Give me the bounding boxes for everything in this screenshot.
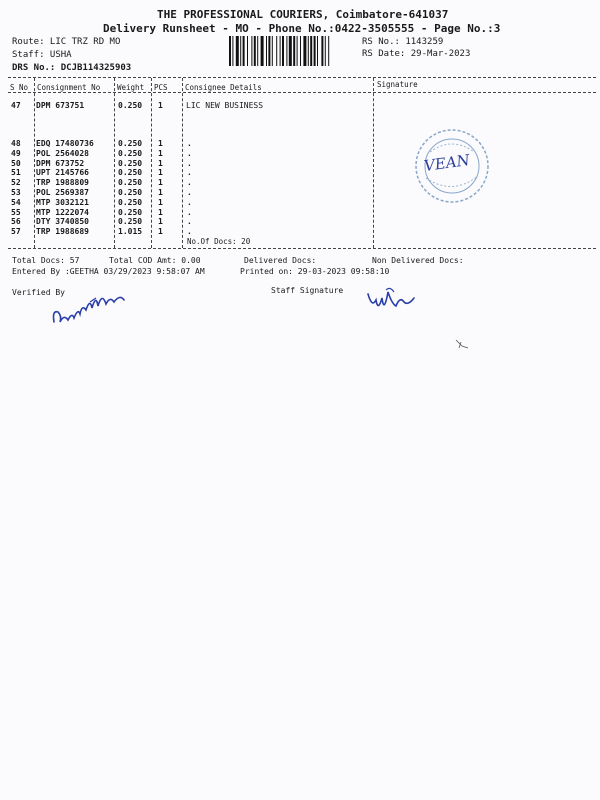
cell-weight: 0.250 <box>118 178 143 188</box>
cell-sno: 57 <box>11 227 21 237</box>
cell-consignment: DPM 673751 <box>36 101 85 110</box>
top-divider <box>8 77 596 78</box>
barcode-bar <box>251 36 252 66</box>
cell-consignment: DPM 673752 <box>36 158 85 168</box>
barcode-bar <box>257 36 258 66</box>
postal-stamp <box>412 126 492 206</box>
cell-weight: 0.250 <box>118 188 143 197</box>
barcode-bar <box>276 36 277 66</box>
table-row <box>0 139 600 149</box>
barcode-bar <box>308 36 309 66</box>
cell-weight: 0.250 <box>118 217 143 227</box>
cell-sno: 48 <box>11 139 21 148</box>
cell-pcs: 1 <box>158 178 163 188</box>
cell-consignment: EDQ 17480736 <box>36 139 94 148</box>
barcode-bar <box>229 36 231 66</box>
column-header-consignee: Consignee Details <box>185 83 262 92</box>
cell-pcs: 1 <box>158 188 163 197</box>
cell-sno: 47 <box>11 101 21 110</box>
cell-consignee: . <box>187 217 192 227</box>
route-label: Route: LIC TRZ RD MO <box>12 37 121 47</box>
barcode-bar <box>314 36 316 66</box>
cell-consignment: MTP 3032121 <box>36 197 89 207</box>
company-title: THE PROFESSIONAL COURIERS, Coimbatore-641037 <box>157 8 449 21</box>
cell-weight: 0.250 <box>118 207 143 217</box>
cell-sno: 56 <box>11 217 21 227</box>
column-header-signature: Signature <box>377 80 418 89</box>
column-header-consignment: Consignment No <box>37 83 101 92</box>
non-delivered-docs: Non Delivered Docs: <box>372 256 464 265</box>
barcode-bar <box>297 36 298 66</box>
barcode-bar <box>328 36 329 66</box>
cell-weight: 0.250 <box>118 139 143 148</box>
cell-pcs: 1 <box>158 197 163 207</box>
cell-consignment: MTP 1222074 <box>36 207 89 217</box>
cell-pcs: 1 <box>158 227 163 237</box>
cell-consignee: LIC NEW BUSINESS <box>186 101 264 110</box>
cell-sno: 53 <box>11 188 21 197</box>
cell-weight: 0.250 <box>118 148 143 158</box>
bottom-divider <box>8 248 596 249</box>
cell-consignee: . <box>187 178 192 188</box>
barcode-bar <box>243 36 245 66</box>
cell-consignee: . <box>187 148 192 158</box>
no-of-docs: No.Of Docs: 20 <box>187 237 251 246</box>
cell-consignee: . <box>187 158 192 168</box>
cell-consignee: . <box>187 168 192 178</box>
staff-label: Staff: USHA <box>12 50 72 60</box>
column-header-pcs: PCS <box>154 83 168 92</box>
total-docs: Total Docs: 57 <box>12 256 80 265</box>
header-divider <box>8 92 596 93</box>
runsheet-subtitle: Delivery Runsheet - MO - Phone No.:0422-3505555 - Page No.:3 <box>103 22 501 35</box>
verified-by-label: Verified By <box>12 288 65 297</box>
barcode-bar <box>303 36 306 66</box>
stamp-handwriting: VEAN <box>422 150 471 176</box>
barcode-bar <box>268 36 270 66</box>
cell-pcs: 1 <box>158 207 163 217</box>
delivered-docs: Delivered Docs: <box>244 256 317 265</box>
table-row <box>0 208 600 218</box>
barcode-bar <box>289 36 292 66</box>
cell-consignment: DTY 3740850 <box>36 217 89 227</box>
cell-weight: 0.250 <box>118 101 143 110</box>
cell-weight: 0.250 <box>118 168 143 178</box>
cell-pcs: 1 <box>158 101 163 110</box>
cell-consignee: . <box>187 197 192 207</box>
cell-pcs: 1 <box>158 168 163 178</box>
barcode-bar <box>272 36 273 66</box>
table-row <box>0 178 600 188</box>
barcode-bar <box>232 36 233 66</box>
cell-consignee: . <box>187 227 192 237</box>
cell-pcs: 1 <box>158 148 163 158</box>
rs-date: RS Date: 29-Mar-2023 <box>362 49 471 59</box>
entered-by: Entered By :GEETHA 03/29/2023 9:58:07 AM <box>12 267 205 276</box>
table-row <box>0 198 600 208</box>
table-row <box>0 159 600 169</box>
cell-sno: 49 <box>11 148 21 158</box>
cell-pcs: 1 <box>158 158 163 168</box>
printed-on: Printed on: 29-03-2023 09:58:10 <box>240 267 390 276</box>
barcode-bar <box>300 36 301 66</box>
total-cod: Total COD Amt: 0.00 <box>109 256 201 265</box>
cell-weight: 0.250 <box>118 158 143 168</box>
barcode-bar <box>266 36 267 66</box>
cell-consignee: . <box>187 139 192 148</box>
barcode-bar <box>321 36 323 66</box>
pen-mark <box>452 336 472 352</box>
cell-consignment: POL 2569387 <box>36 188 89 197</box>
barcode-bar <box>280 36 281 66</box>
barcode-bar <box>286 36 287 66</box>
drs-number: DRS No.: DCJB114325903 <box>12 63 132 73</box>
cell-pcs: 1 <box>158 217 163 227</box>
staff-signature-label: Staff Signature <box>271 286 344 295</box>
cell-consignee: . <box>187 188 192 197</box>
table-row <box>0 168 600 178</box>
barcode-bar <box>261 36 264 66</box>
cell-consignment: TRP 1988809 <box>36 178 89 188</box>
barcode-bar <box>282 36 284 66</box>
table-row <box>0 101 600 111</box>
cell-sno: 51 <box>11 168 21 178</box>
table-row <box>0 188 600 198</box>
cell-pcs: 1 <box>158 139 163 148</box>
barcode <box>229 36 355 66</box>
column-header-sno: S No <box>10 83 29 92</box>
cell-sno: 50 <box>11 158 21 168</box>
barcode-bar <box>310 36 312 66</box>
cell-weight: 1.015 <box>118 227 143 237</box>
barcode-bar <box>254 36 256 66</box>
verified-signature <box>50 284 130 329</box>
cell-sno: 55 <box>11 207 21 217</box>
cell-consignment: POL 2564028 <box>36 148 89 158</box>
cell-sno: 52 <box>11 178 21 188</box>
barcode-bar <box>317 36 318 66</box>
cell-consignment: TRP 1988689 <box>36 227 89 237</box>
barcode-bar <box>247 36 248 66</box>
cell-consignment: UPT 2145766 <box>36 168 89 178</box>
barcode-bar <box>240 36 241 66</box>
barcode-bar <box>293 36 295 66</box>
column-header-weight: Weight <box>117 83 145 92</box>
cell-weight: 0.250 <box>118 197 143 207</box>
table-row <box>0 217 600 227</box>
staff-signature <box>364 284 424 319</box>
table-row <box>0 149 600 159</box>
rs-number: RS No.: 1143259 <box>362 37 444 47</box>
table-row <box>0 227 600 237</box>
barcode-bar <box>236 36 239 66</box>
cell-consignee: . <box>187 207 192 217</box>
barcode-bar <box>325 36 326 66</box>
cell-sno: 54 <box>11 197 21 207</box>
